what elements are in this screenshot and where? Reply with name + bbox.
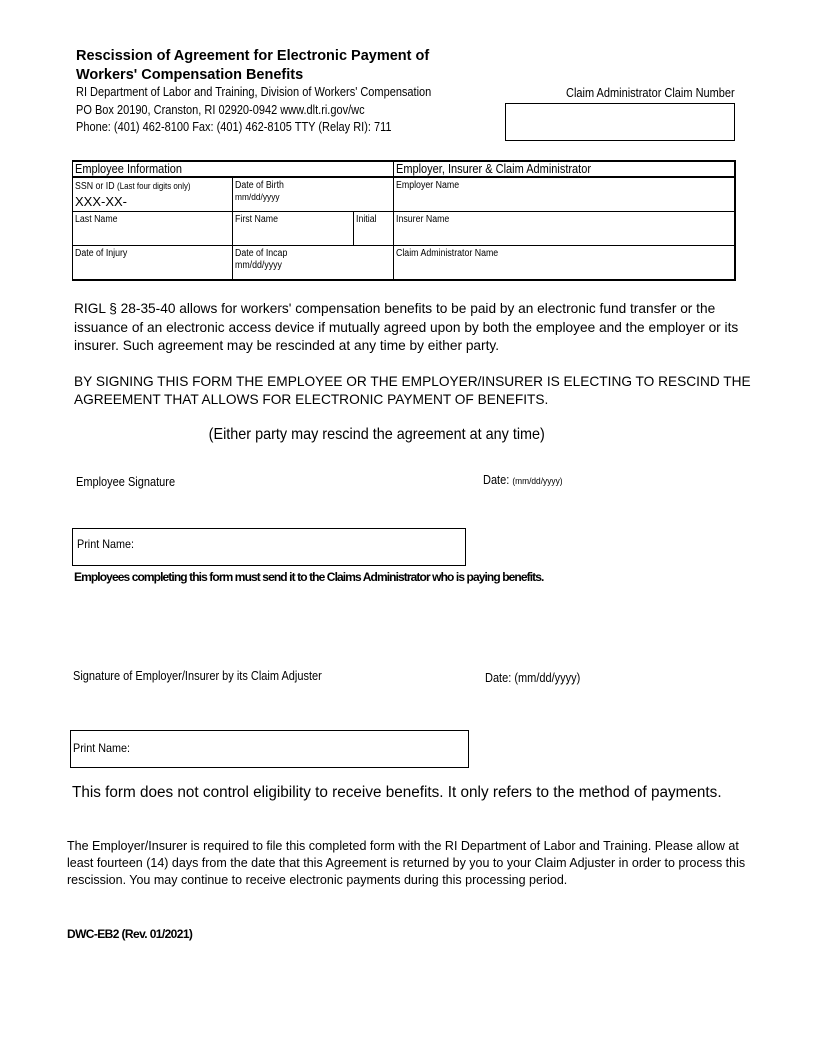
agency-contact-block: [76, 84, 431, 137]
dob-label: Date of Birth: [235, 180, 284, 191]
employer-name-label: Employer Name: [396, 180, 460, 191]
employer-print-name-label: Print Name:: [73, 741, 131, 755]
incap-date-label: Date of Incap: [235, 248, 288, 259]
either-party-note: (Either party may rescind the agreement at any time): [208, 426, 546, 443]
claim-number-label: Claim Administrator Claim Number: [566, 86, 735, 100]
form-revision: DWC-EB2 (Rev. 01/2021): [67, 927, 193, 941]
employee-print-name-label: Print Name:: [77, 537, 135, 551]
initial-label: Initial: [356, 214, 377, 225]
form-title: [76, 47, 429, 85]
employee-date-format: (mm/dd/yyyy): [512, 476, 563, 487]
ssn-hint: (Last four digits only): [117, 181, 191, 191]
filing-instructions: The Employer/Insurer is required to file this completed form with the RI Department of Labor and Training. Please allow at least fourteen (14) days from the date that this Agreement is returned by you to your Claim Adjuster in order to process this rescission. You may continue to receive electronic payments during this processing period.: [67, 839, 746, 887]
initial-field[interactable]: [354, 212, 394, 246]
ssn-label: SSN or ID: [75, 181, 115, 192]
ssn-field[interactable]: [73, 177, 233, 212]
employer-signature-label: Signature of Employer/Insurer by its Claim Adjuster: [73, 669, 322, 683]
form-title-line-1: Rescission of Agreement for Electronic Payment of: [76, 48, 430, 64]
election-paragraph: BY SIGNING THIS FORM THE EMPLOYEE OR THE EMPLOYER/INSURER IS ELECTING TO RESCIND THE AGREEMENT THAT ALLOWS FOR ELECTRONIC PAYMENT OF BENEFITS.: [74, 374, 751, 407]
agency-phone: Phone: (401) 462-8100 Fax: (401) 462-8105 TTY (Relay RI): 711: [76, 120, 392, 134]
info-table: [72, 160, 736, 281]
eligibility-note: This form does not control eligibility to receive benefits. It only refers to the method of payments.: [72, 784, 722, 801]
employee-info-header: Employee Information: [73, 161, 394, 177]
insurer-name-label: Insurer Name: [396, 214, 450, 225]
form-title-line-2: Workers' Compensation Benefits: [76, 67, 304, 83]
injury-date-label: Date of Injury: [75, 248, 128, 259]
employee-print-name-field[interactable]: [72, 528, 466, 566]
injury-date-field[interactable]: [73, 246, 233, 281]
first-name-label: First Name: [235, 214, 279, 225]
agency-name: RI Department of Labor and Training, Division of Workers' Compensation: [76, 85, 432, 99]
claim-admin-name-label: Claim Administrator Name: [396, 248, 499, 259]
first-name-field[interactable]: [233, 212, 354, 246]
employer-name-field[interactable]: [394, 177, 735, 212]
claim-admin-name-field[interactable]: [394, 246, 735, 281]
agency-address: PO Box 20190, Cranston, RI 02920-0942 www.dlt.ri.gov/wc: [76, 102, 365, 117]
employer-date-label: Date: (mm/dd/yyyy): [485, 671, 581, 685]
employee-signature-label: Employee Signature: [76, 475, 176, 489]
incap-date-format: mm/dd/yyyy: [235, 260, 282, 271]
last-name-label: Last Name: [75, 214, 118, 225]
last-name-field[interactable]: [73, 212, 233, 246]
rigl-paragraph: RIGL § 28-35-40 allows for workers' compensation benefits to be paid by an electronic fund transfer or the issuance of an electronic access device if mutually agreed upon by both the employee and the employer or its insurer. Such agreement may be rescinded at any time by either party.: [74, 301, 739, 353]
incap-date-field[interactable]: [233, 246, 394, 281]
dob-field[interactable]: [233, 177, 394, 212]
claim-number-field[interactable]: [505, 103, 735, 141]
employer-print-name-field[interactable]: [70, 730, 469, 768]
ssn-value: XXX-XX-: [75, 194, 128, 209]
employer-signature-field[interactable]: [330, 662, 470, 684]
employee-date-label: Date: (mm/dd/yyyy): [483, 473, 563, 487]
insurer-name-field[interactable]: [394, 212, 735, 246]
employee-signature-field[interactable]: [292, 470, 472, 492]
dob-format: mm/dd/yyyy: [235, 192, 280, 203]
employer-info-header: Employer, Insurer & Claim Administrator: [394, 161, 735, 177]
employee-send-notice: Employees completing this form must send it to the Claims Administrator who is paying benefits.: [74, 570, 544, 584]
